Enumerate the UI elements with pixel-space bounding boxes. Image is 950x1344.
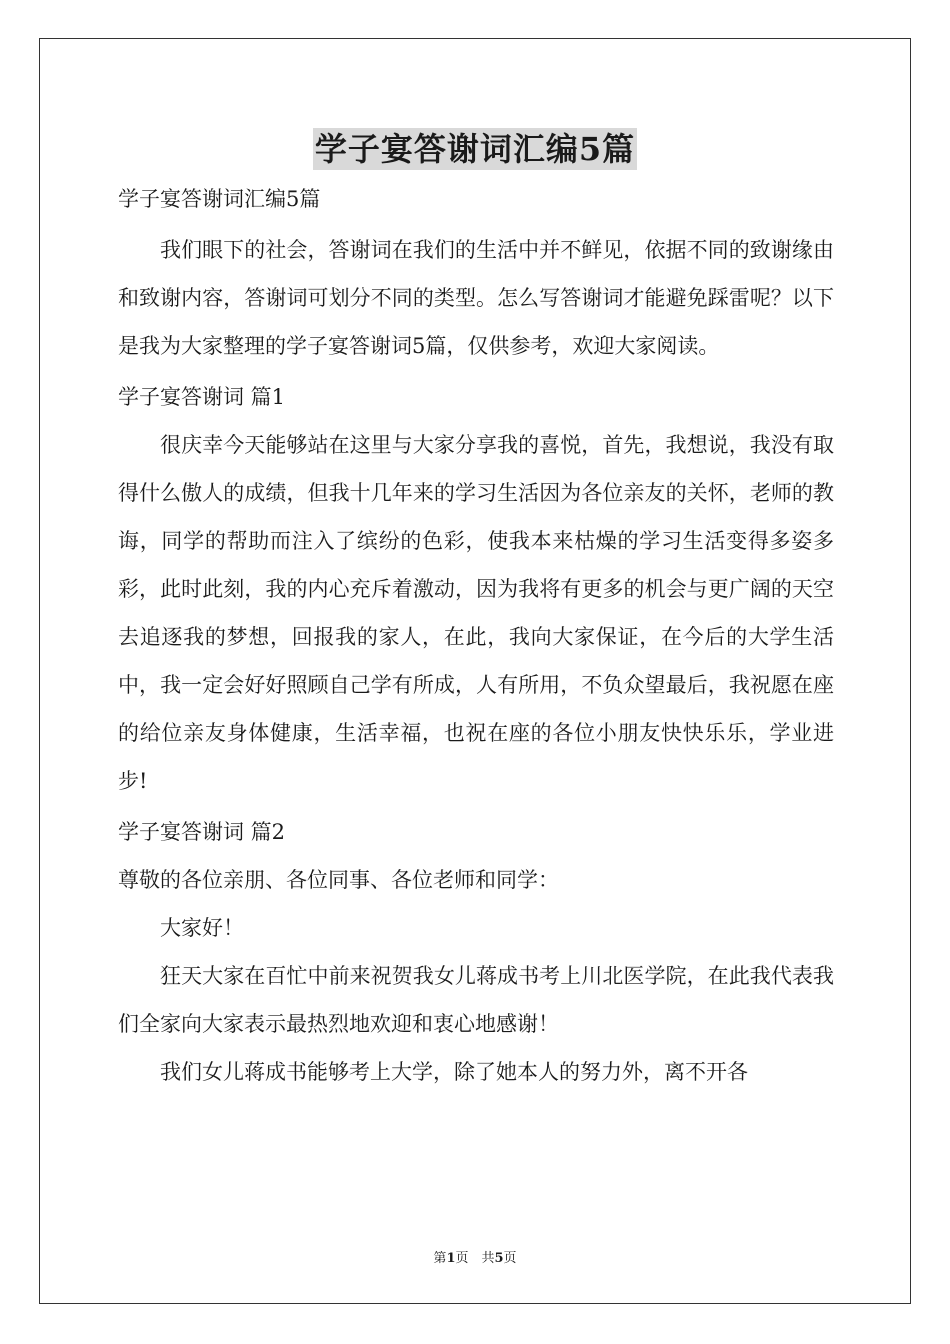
section1-paragraph: 很庆幸今天能够站在这里与大家分享我的喜悦，首先，我想说，我没有取得什么傲人的成绩，但我十几年来的学习生活因为各位亲友的关怀，老师的教诲，同学的帮助而注入了缤纷的色彩，使我本来枯燥的学习生活变得多姿多彩，此时此刻，我的内心充斥着激动，因为我将有更多的机会与更广阔的天空去追逐我的梦想，回报我的家人，在此，我向大家保证，在今后的大学生活中，我一定会好好照顾自己学有所成，人有所用，不负众望最后，我祝愿在座的给位亲友身体健康，生活幸福，也祝在座的各位小朋友快快乐乐，学业进步!: [118, 433, 834, 793]
section2-paragraph-2: 我们女儿蒋成书能够考上大学，除了她本人的努力外，离不开各: [160, 1060, 748, 1084]
document-title: 学子宴答谢词汇编5篇: [314, 130, 636, 168]
salutation: 尊敬的各位亲朋、各位同事、各位老师和同学：: [118, 868, 559, 892]
intro-paragraph: 我们眼下的社会，答谢词在我们的生活中并不鲜见，依据不同的致谢缘由和致谢内容，答谢词可划分不同的类型。怎么写答谢词才能避免踩雷呢？以下是我为大家整理的学子宴答谢词5篇，仅供参考，欢迎大家阅读。: [118, 238, 834, 358]
title-container: [0, 128, 950, 170]
document-body: [118, 178, 834, 1096]
page-footer: [0, 1247, 950, 1266]
greeting: 大家好！: [160, 916, 244, 940]
page-mid: 页 共: [455, 1251, 495, 1266]
section2-paragraph-1: 狂天大家在百忙中前来祝贺我女儿蒋成书考上川北医学院，在此我代表我们全家向大家表示最热烈地欢迎和衷心地感谢！: [118, 964, 834, 1036]
page-total: 5: [494, 1251, 504, 1266]
document-subtitle: 学子宴答谢词汇编5篇: [118, 187, 321, 211]
page-prefix: 第: [433, 1251, 447, 1266]
section-heading-1: 学子宴答谢词 篇1: [118, 385, 286, 409]
section-heading-2: 学子宴答谢词 篇2: [118, 820, 286, 844]
page-suffix: 页: [503, 1251, 517, 1266]
page-number: 1: [446, 1251, 456, 1266]
